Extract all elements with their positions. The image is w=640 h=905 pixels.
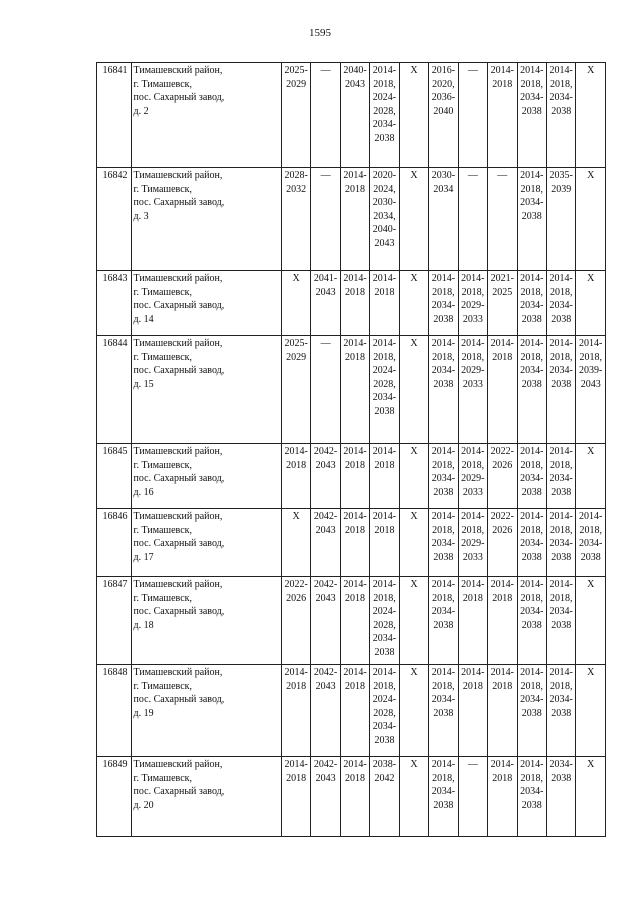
period-cell: 2014- 2018, 2039- 2043 (576, 336, 606, 444)
period-cell: 2020- 2024, 2030- 2034, 2040- 2043 (370, 168, 399, 271)
period-cell: X (576, 271, 606, 336)
table-row (97, 336, 606, 444)
period-cell: 2014- 2018, 2034- 2038 (546, 336, 575, 444)
period-cell: X (399, 63, 428, 168)
period-cell: 2022- 2026 (488, 444, 517, 509)
period-cell: 2014- 2018, 2034- 2038 (429, 665, 458, 757)
period-cell: 2042- 2043 (311, 577, 340, 665)
period-cell: 2014- 2018, 2034- 2038 (429, 577, 458, 665)
address-cell: Тимашевский район, г. Тимашевск, пос. Сахарный завод, д. 19 (131, 665, 281, 757)
period-cell: 2014- 2018 (281, 665, 310, 757)
address-cell: Тимашевский район, г. Тимашевск, пос. Сахарный завод, д. 2 (131, 63, 281, 168)
period-cell: 2014- 2018, 2024- 2028, 2034- 2038 (370, 577, 399, 665)
period-cell: X (576, 665, 606, 757)
period-cell: X (576, 444, 606, 509)
period-cell: 2042- 2043 (311, 665, 340, 757)
period-cell: 2014- 2018, 2029- 2033 (458, 271, 487, 336)
period-cell: 2014- 2018, 2034- 2038 (546, 444, 575, 509)
period-cell: X (399, 757, 428, 837)
period-cell: X (281, 271, 310, 336)
table-row (97, 168, 606, 271)
period-cell: 2014- 2018 (488, 336, 517, 444)
period-cell: 2014- 2018 (370, 271, 399, 336)
period-cell: 2042- 2043 (311, 444, 340, 509)
period-cell: X (399, 336, 428, 444)
period-cell: 2014- 2018 (458, 577, 487, 665)
period-cell: 2016- 2020, 2036- 2040 (429, 63, 458, 168)
period-cell: 2014- 2018, 2034- 2038 (429, 444, 458, 509)
page-number: 1595 (309, 27, 331, 39)
period-cell: — (311, 63, 340, 168)
period-cell: 2014- 2018 (281, 757, 310, 837)
period-cell: 2014- 2018, 2034- 2038 (517, 336, 546, 444)
period-cell: 2028- 2032 (281, 168, 310, 271)
period-cell: 2041- 2043 (311, 271, 340, 336)
period-cell: 2014- 2018 (488, 665, 517, 757)
period-cell: 2014- 2018, 2029- 2033 (458, 444, 487, 509)
period-cell: 2034- 2038 (546, 757, 575, 837)
period-cell: X (399, 577, 428, 665)
period-cell: 2014- 2018, 2029- 2033 (458, 336, 487, 444)
record-number: 16846 (97, 509, 132, 577)
period-cell: 2014- 2018, 2024- 2028, 2034- 2038 (370, 63, 399, 168)
period-cell: 2014- 2018 (488, 757, 517, 837)
period-cell: 2014- 2018 (458, 665, 487, 757)
period-cell: X (281, 509, 310, 577)
period-cell: — (311, 168, 340, 271)
period-cell: 2014- 2018, 2034- 2038 (546, 271, 575, 336)
period-cell: 2030- 2034 (429, 168, 458, 271)
table-body (97, 63, 606, 837)
period-cell: X (399, 509, 428, 577)
table-row (97, 757, 606, 837)
record-number: 16845 (97, 444, 132, 509)
period-cell: 2014- 2018 (370, 509, 399, 577)
period-cell: 2014- 2018, 2024- 2028, 2034- 2038 (370, 665, 399, 757)
period-cell: 2038- 2042 (370, 757, 399, 837)
period-cell: 2014- 2018, 2034- 2038 (517, 577, 546, 665)
address-cell: Тимашевский район, г. Тимашевск, пос. Сахарный завод, д. 3 (131, 168, 281, 271)
record-number: 16844 (97, 336, 132, 444)
period-cell: 2025- 2029 (281, 336, 310, 444)
period-cell: 2014- 2018, 2034- 2038 (517, 168, 546, 271)
record-number: 16847 (97, 577, 132, 665)
table-row (97, 271, 606, 336)
period-cell: 2014- 2018, 2034- 2038 (517, 444, 546, 509)
period-cell: 2014- 2018, 2029- 2033 (458, 509, 487, 577)
period-cell: 2014- 2018, 2024- 2028, 2034- 2038 (370, 336, 399, 444)
period-cell: 2014- 2018, 2034- 2038 (517, 63, 546, 168)
period-cell: — (311, 336, 340, 444)
period-cell: X (399, 665, 428, 757)
address-cell: Тимашевский район, г. Тимашевск, пос. Сахарный завод, д. 18 (131, 577, 281, 665)
period-cell: 2014- 2018 (488, 577, 517, 665)
period-cell: 2035- 2039 (546, 168, 575, 271)
period-cell: 2014- 2018, 2034- 2038 (546, 665, 575, 757)
period-cell: 2022- 2026 (281, 577, 310, 665)
period-cell: 2022- 2026 (488, 509, 517, 577)
period-cell: 2025- 2029 (281, 63, 310, 168)
record-number: 16841 (97, 63, 132, 168)
period-cell: 2021- 2025 (488, 271, 517, 336)
table-row (97, 444, 606, 509)
period-cell: 2014- 2018 (340, 757, 369, 837)
period-cell: — (458, 168, 487, 271)
record-number: 16842 (97, 168, 132, 271)
period-cell: X (576, 63, 606, 168)
table-row (97, 509, 606, 577)
address-cell: Тимашевский район, г. Тимашевск, пос. Сахарный завод, д. 14 (131, 271, 281, 336)
record-number: 16849 (97, 757, 132, 837)
period-cell: X (576, 168, 606, 271)
period-cell: 2040- 2043 (340, 63, 369, 168)
record-number: 16848 (97, 665, 132, 757)
period-cell: 2014- 2018, 2034- 2038 (546, 577, 575, 665)
period-cell: 2014- 2018, 2034- 2038 (429, 757, 458, 837)
period-cell: X (399, 444, 428, 509)
period-cell: X (399, 271, 428, 336)
period-cell: 2014- 2018, 2034- 2038 (517, 271, 546, 336)
address-cell: Тимашевский район, г. Тимашевск, пос. Сахарный завод, д. 15 (131, 336, 281, 444)
period-cell: 2014- 2018 (488, 63, 517, 168)
period-cell: 2014- 2018 (340, 444, 369, 509)
period-cell: X (576, 757, 606, 837)
table-row (97, 665, 606, 757)
period-cell: — (458, 757, 487, 837)
record-number: 16843 (97, 271, 132, 336)
period-cell: 2014- 2018 (340, 577, 369, 665)
period-cell: — (488, 168, 517, 271)
period-cell: 2014- 2018, 2034- 2038 (517, 509, 546, 577)
period-cell: 2014- 2018 (340, 271, 369, 336)
period-cell: 2014- 2018 (340, 336, 369, 444)
period-cell: 2042- 2043 (311, 757, 340, 837)
period-cell: 2014- 2018 (281, 444, 310, 509)
period-cell: 2014- 2018, 2034- 2038 (517, 757, 546, 837)
address-cell: Тимашевский район, г. Тимашевск, пос. Сахарный завод, д. 17 (131, 509, 281, 577)
period-cell: 2014- 2018, 2034- 2038 (576, 509, 606, 577)
period-cell: 2014- 2018, 2034- 2038 (429, 509, 458, 577)
period-cell: 2014- 2018 (340, 168, 369, 271)
address-cell: Тимашевский район, г. Тимашевск, пос. Сахарный завод, д. 16 (131, 444, 281, 509)
table-row (97, 577, 606, 665)
period-cell: — (458, 63, 487, 168)
period-cell: 2014- 2018 (370, 444, 399, 509)
period-cell: 2014- 2018, 2034- 2038 (546, 509, 575, 577)
period-cell: 2014- 2018, 2034- 2038 (429, 336, 458, 444)
period-cell: 2014- 2018, 2034- 2038 (429, 271, 458, 336)
period-cell: 2014- 2018, 2034- 2038 (546, 63, 575, 168)
schedule-table (96, 62, 606, 837)
period-cell: 2014- 2018 (340, 665, 369, 757)
table-row (97, 63, 606, 168)
period-cell: 2042- 2043 (311, 509, 340, 577)
address-cell: Тимашевский район, г. Тимашевск, пос. Сахарный завод, д. 20 (131, 757, 281, 837)
period-cell: 2014- 2018, 2034- 2038 (517, 665, 546, 757)
period-cell: X (576, 577, 606, 665)
period-cell: 2014- 2018 (340, 509, 369, 577)
period-cell: X (399, 168, 428, 271)
